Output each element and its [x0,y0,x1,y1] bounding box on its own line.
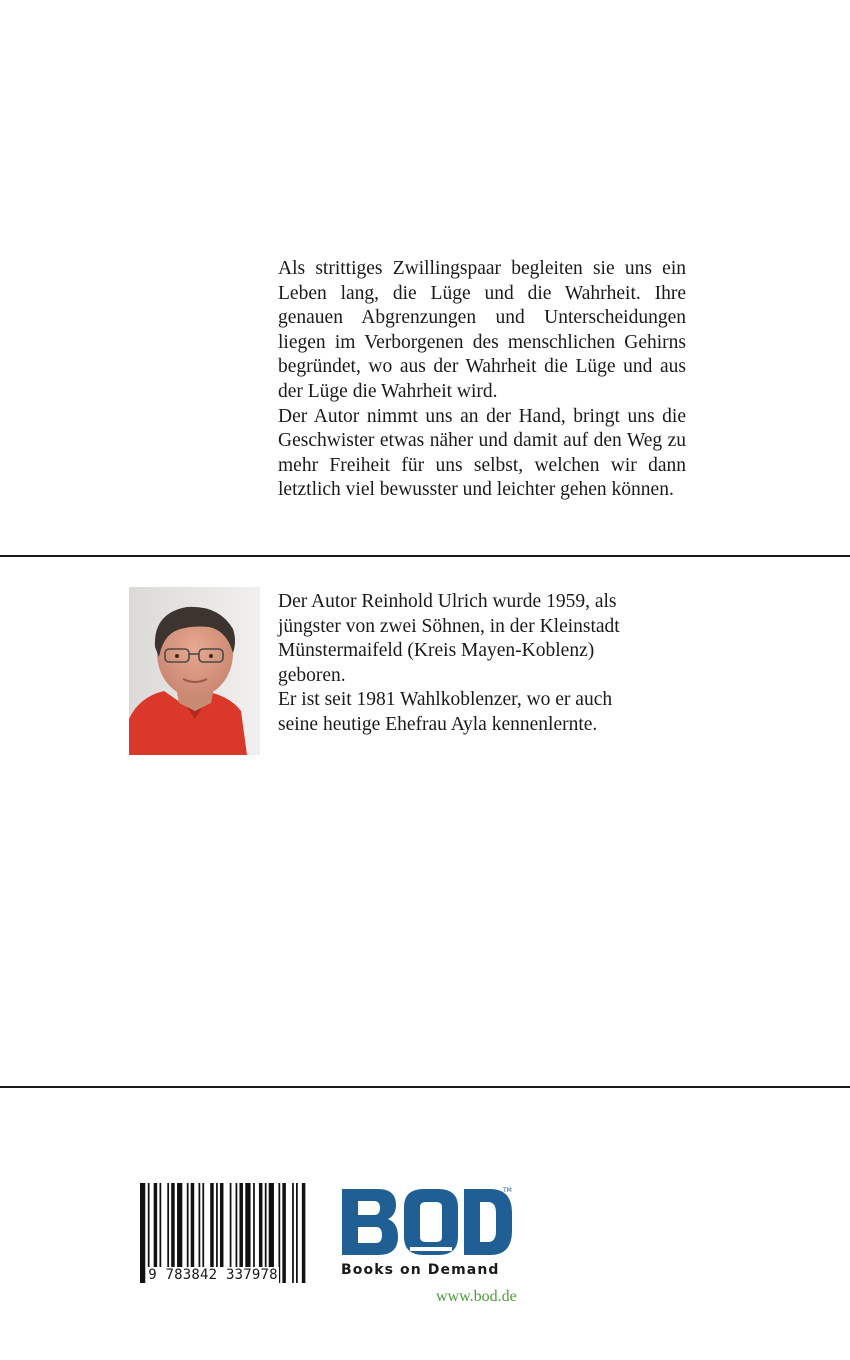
bio-line: geboren. [278,664,346,686]
publisher-tagline: Books on Demand [341,1262,500,1278]
isbn-digits: 9 783842 337978 [148,1267,278,1283]
trademark-mark: TM [503,1187,512,1194]
bio-line: Der Autor Reinhold Ulrich wurde 1959, als [278,591,617,612]
publisher-url[interactable]: www.bod.de [436,1288,517,1305]
divider-top [0,555,850,557]
blurb-paragraph-2: Der Autor nimmt uns an der Hand, bringt uns die Geschwister etwas näher und damit auf den Weg zu mehr Freiheit für uns selbst, welchen wir dann letztlich viel bewusster und leichter gehen können. [278,405,686,501]
publisher-logo [340,1187,518,1257]
author-bio [278,590,670,738]
isbn-number [118,1264,308,1286]
bio-line: Er ist seit 1981 Wahlkoblenzer, wo er auch [278,689,613,711]
author-photo [129,587,260,755]
book-blurb [278,257,686,503]
blurb-paragraph-1: Als strittiges Zwillingspaar begleiten sie uns ein Leben lang, die Lüge und die Wahrheit. Ihre genauen Abgrenzungen und Unterscheidungen liegen im Verborgenen des menschlichen Gehirns begründet, wo aus der Wahrheit die Lüge und aus der Lüge die Wahrheit wird. [278,258,686,402]
divider-bottom [0,1086,850,1088]
bio-line: seine heutige Ehefrau Ayla kennenlernte. [278,713,598,735]
bio-line: Münstermaifeld (Kreis Mayen-Koblenz) [278,640,595,662]
bio-line: jüngster von zwei Söhnen, in der Kleinstadt [278,615,620,637]
author-portrait-image [129,587,260,755]
bod-logo-mark [340,1187,518,1257]
